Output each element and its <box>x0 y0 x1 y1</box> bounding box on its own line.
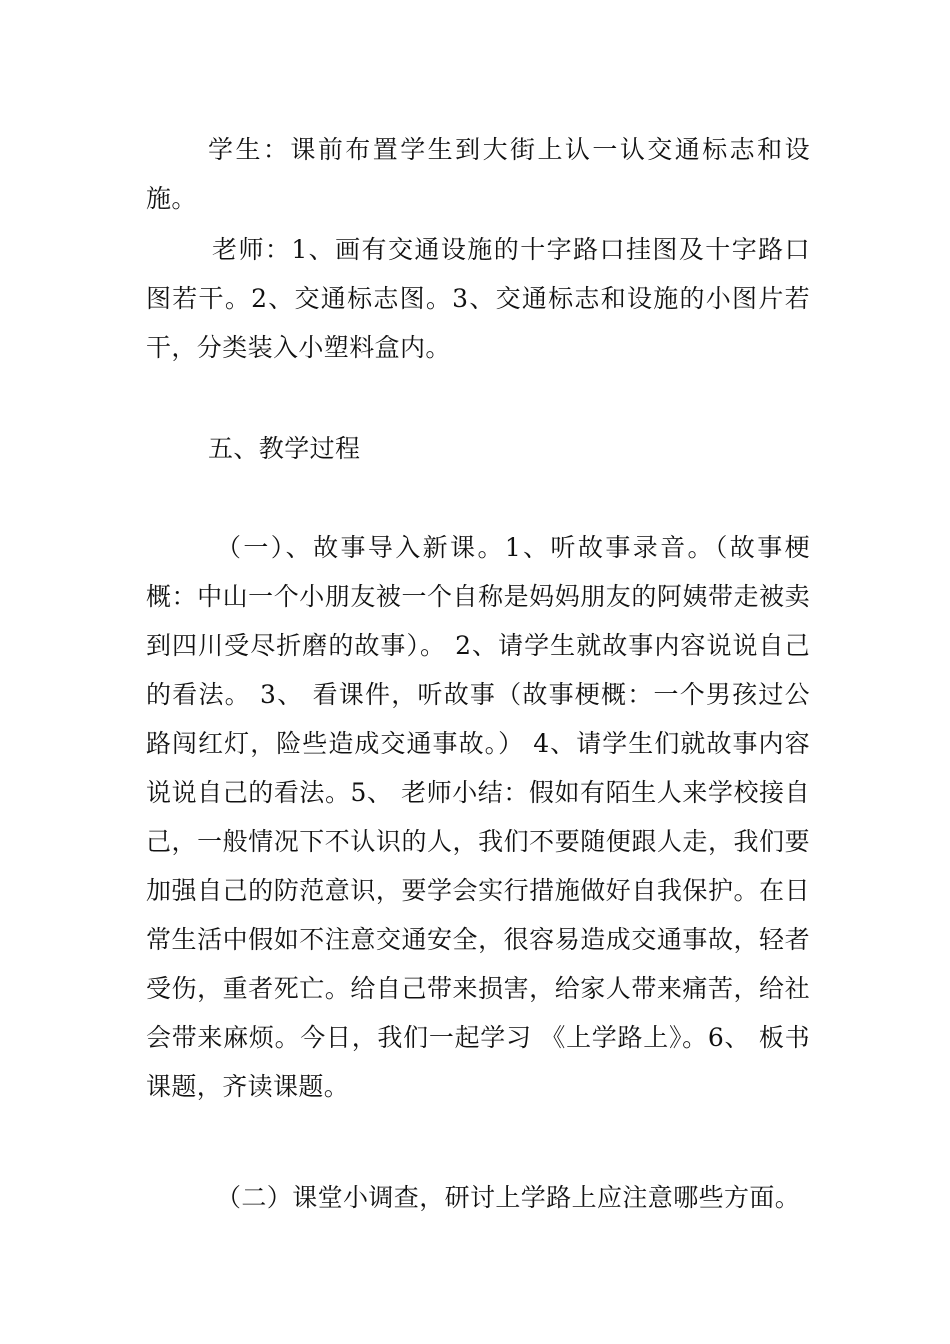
paragraph-story-introduction: （一）、故事导入新课。1、听故事录音。（故事梗概：中山一个小朋友被一个自称是妈妈朋友的阿姨带走被卖到四川受尽折磨的故事）。 2、请学生就故事内容说说自己的看法。 3、 看课件，听故事（故事梗概：一个男孩过公路闯红灯，险些造成交通事故。） 4、请学生们就故事内容说说自己的看法。5、 老师小结：假如有陌生人来学校接自己，一般情况下不认识的人，我们不要随便跟人走，我们要加强自己的防范意识，要学会实行措施做好自我保护。在日常生活中假如不注意交通安全，很容易造成交通事故，轻者受伤，重者死亡。给自己带来损害，给家人带来痛苦，给社会带来麻烦。今日，我们一起学习 《上学路上》。6、 板书课题，齐读课题。 <box>146 533 810 1101</box>
paragraph-student-preparation: 学生：课前布置学生到大街上认一认交通标志和设施。 <box>146 135 810 213</box>
paragraph-class-survey: （二）课堂小调查，研讨上学路上应注意哪些方面。 <box>216 1183 801 1212</box>
section-heading-teaching-process: 五、教学过程 <box>208 434 361 463</box>
paragraph-teacher-materials: 老师：1、画有交通设施的十字路口挂图及十字路口图若干。2、交通标志图。3、交通标志和设施的小图片若干，分类装入小塑料盒内。 <box>146 235 810 362</box>
